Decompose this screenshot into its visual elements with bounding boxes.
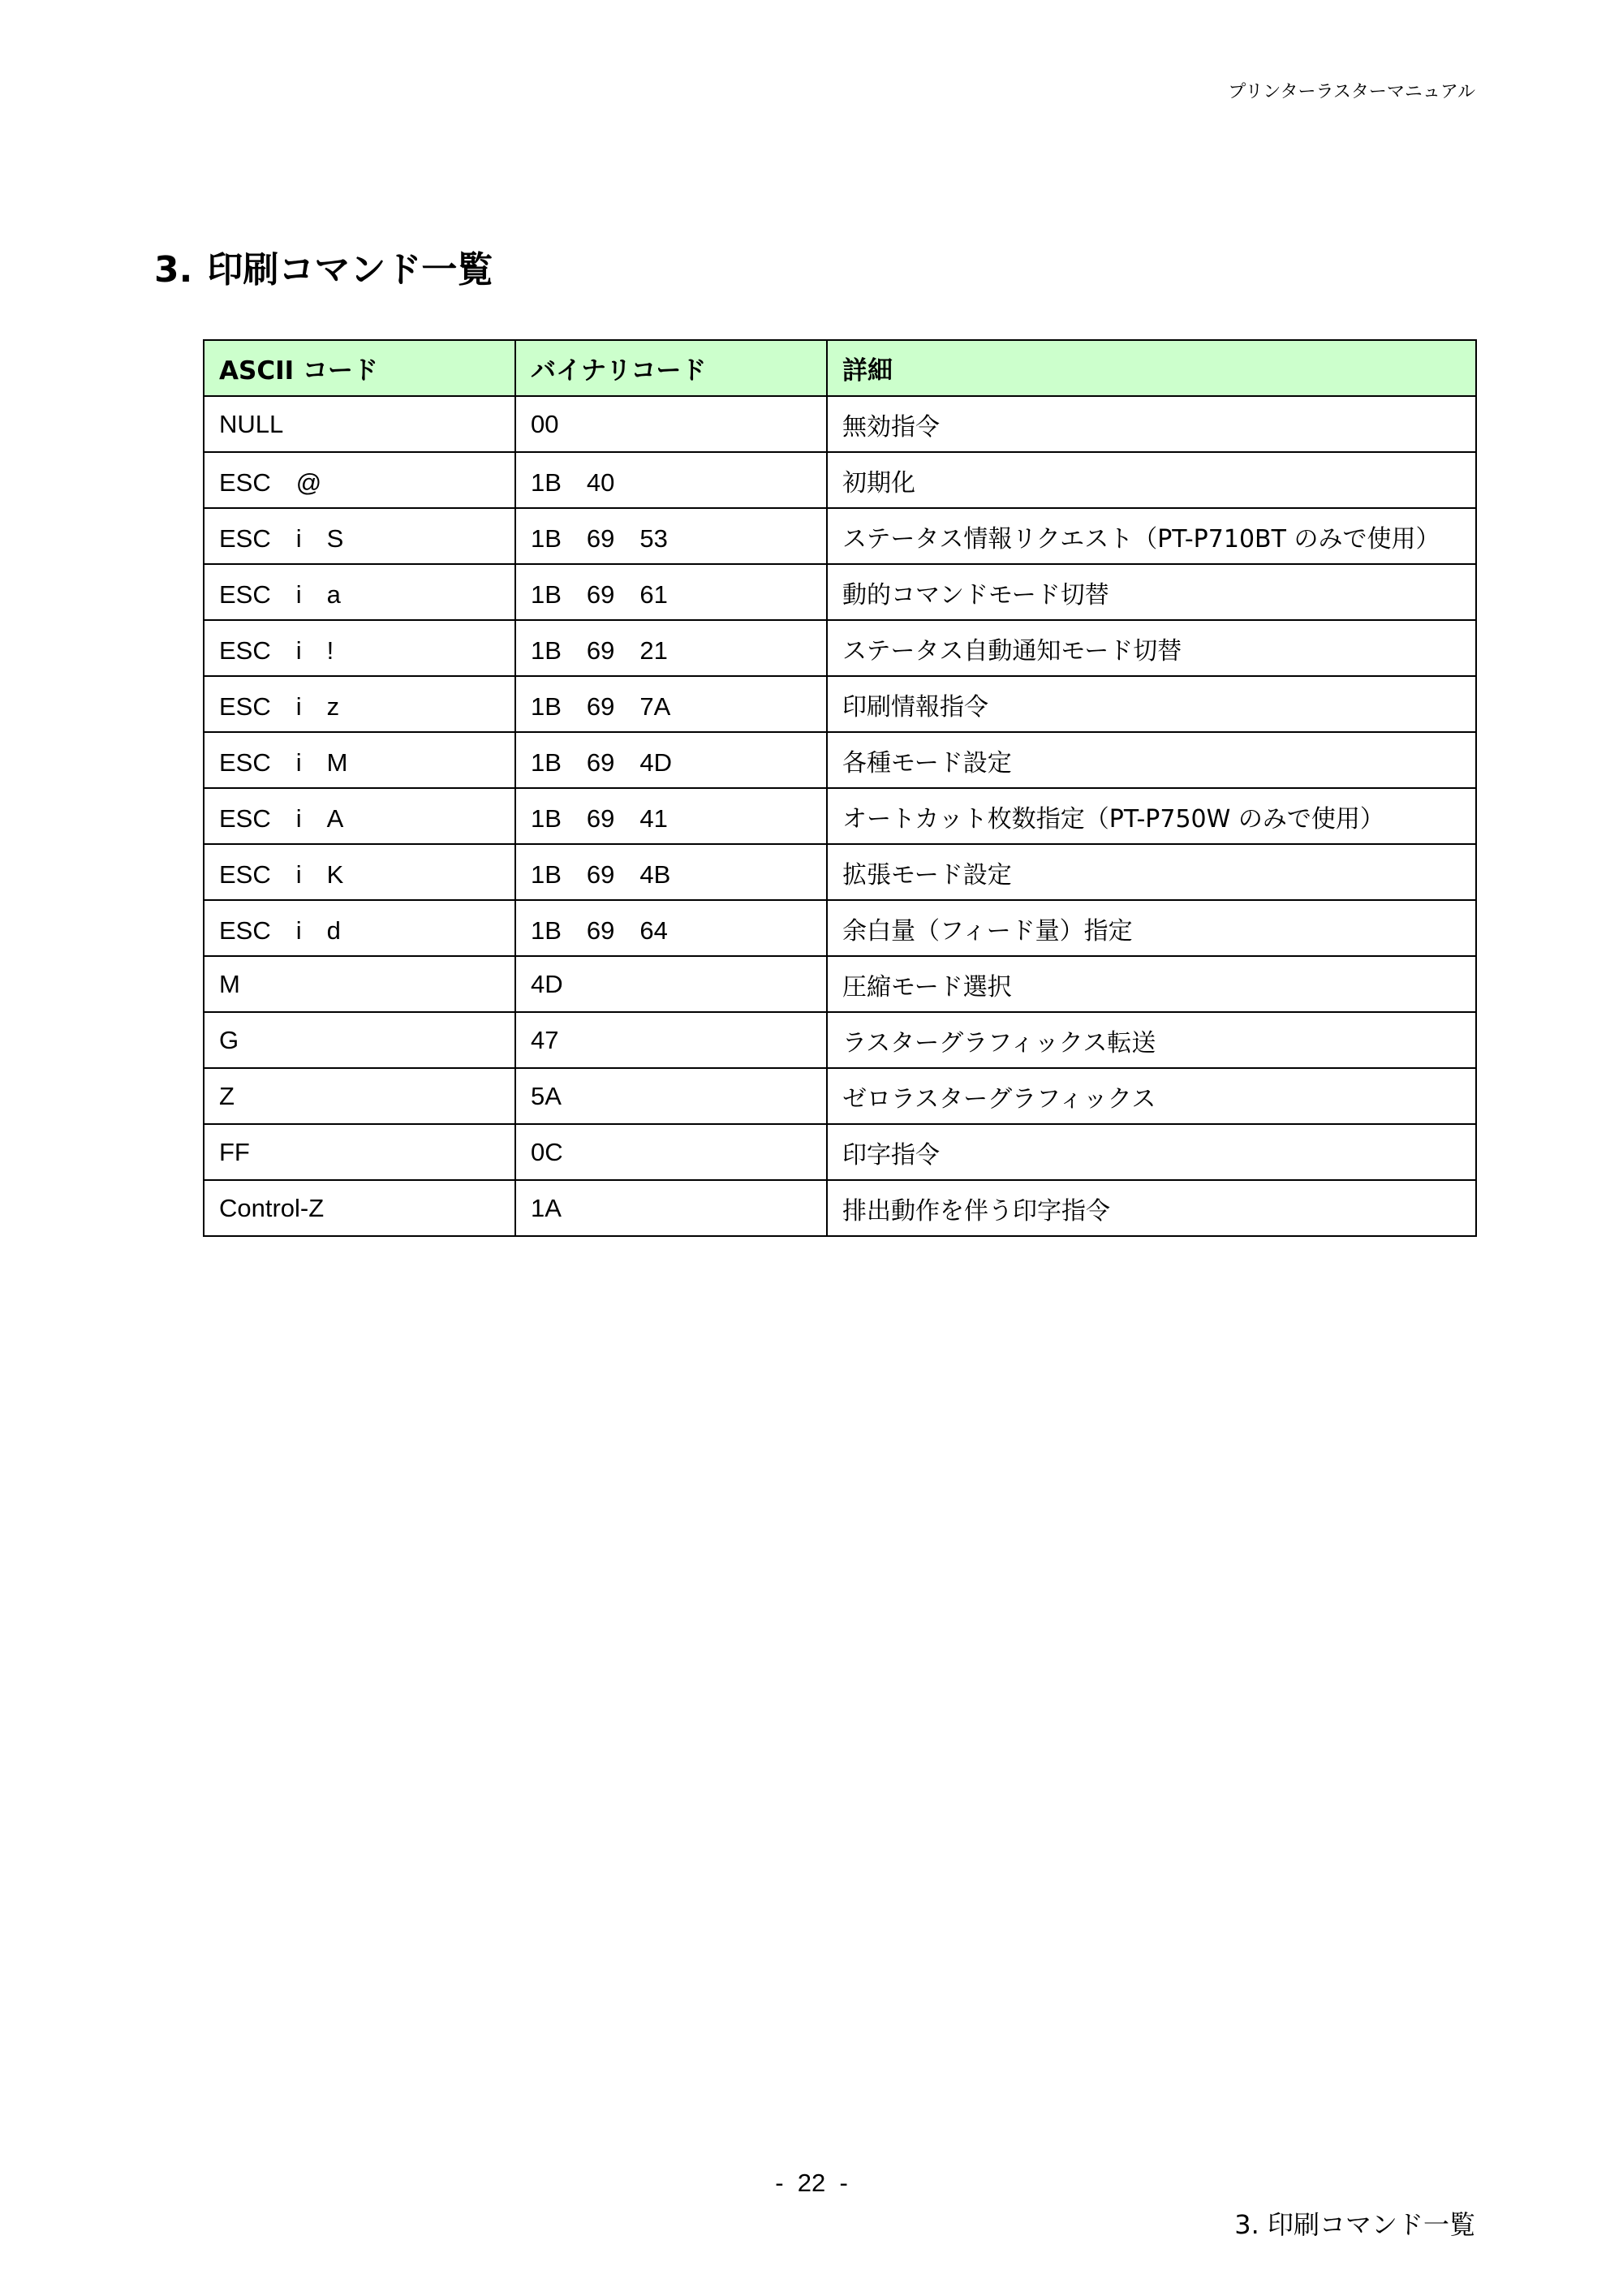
cell-ascii: ESC i d: [204, 900, 515, 956]
table-row: [204, 956, 1476, 1012]
cell-detail: 動的コマンドモード切替: [827, 564, 1476, 620]
cell-binary: 1B 69 21: [515, 620, 827, 676]
cell-binary: 00: [515, 396, 827, 452]
table-row: [204, 1124, 1476, 1180]
cell-ascii: ESC i a: [204, 564, 515, 620]
document-header-title: プリンターラスターマニュアル: [1228, 82, 1475, 102]
cell-detail: 排出動作を伴う印字指令: [827, 1180, 1476, 1236]
cell-ascii: ESC i z: [204, 676, 515, 732]
table-row: [204, 396, 1476, 452]
cell-binary: 1B 69 4D: [515, 732, 827, 788]
table-row: [204, 788, 1476, 844]
section-heading: [154, 240, 493, 292]
cell-detail: オートカット枚数指定（PT-P750W のみで使用）: [827, 788, 1476, 844]
table-row: [204, 900, 1476, 956]
footer-section-label: 3. 印刷コマンド一覧: [1234, 2209, 1475, 2240]
cell-detail: 圧縮モード選択: [827, 956, 1476, 1012]
cell-ascii: ESC i S: [204, 508, 515, 564]
cell-binary: 1B 69 61: [515, 564, 827, 620]
cell-ascii: M: [204, 956, 515, 1012]
table-row: [204, 452, 1476, 508]
cell-detail: 各種モード設定: [827, 732, 1476, 788]
cell-detail: ゼロラスターグラフィックス: [827, 1068, 1476, 1124]
table-header-row: [204, 340, 1476, 396]
table-row: [204, 732, 1476, 788]
table-row: [204, 676, 1476, 732]
cell-detail: 印刷情報指令: [827, 676, 1476, 732]
cell-binary: 1B 69 64: [515, 900, 827, 956]
table-row: [204, 620, 1476, 676]
cell-ascii: ESC i M: [204, 732, 515, 788]
table-row: [204, 508, 1476, 564]
table-row: [204, 1180, 1476, 1236]
cell-ascii: ESC i !: [204, 620, 515, 676]
column-header-ascii: ASCII コード: [204, 340, 515, 396]
cell-binary: 1B 40: [515, 452, 827, 508]
cell-ascii: ESC i K: [204, 844, 515, 900]
cell-detail: 初期化: [827, 452, 1476, 508]
command-table: [203, 339, 1477, 1237]
cell-binary: 5A: [515, 1068, 827, 1124]
cell-ascii: FF: [204, 1124, 515, 1180]
cell-binary: 1A: [515, 1180, 827, 1236]
cell-detail: 拡張モード設定: [827, 844, 1476, 900]
cell-detail: 無効指令: [827, 396, 1476, 452]
table-row: [204, 1068, 1476, 1124]
cell-binary: 4D: [515, 956, 827, 1012]
column-header-binary: バイナリコード: [515, 340, 827, 396]
table-row: [204, 564, 1476, 620]
cell-detail: 印字指令: [827, 1124, 1476, 1180]
column-header-detail: 詳細: [827, 340, 1476, 396]
section-title: 印刷コマンド一覧: [207, 249, 493, 291]
cell-binary: 1B 69 53: [515, 508, 827, 564]
cell-ascii: NULL: [204, 396, 515, 452]
table-body: [204, 396, 1476, 1236]
table-row: [204, 1012, 1476, 1068]
cell-detail: ステータス自動通知モード切替: [827, 620, 1476, 676]
cell-detail: ラスターグラフィックス転送: [827, 1012, 1476, 1068]
cell-detail: ステータス情報リクエスト（PT-P710BT のみで使用）: [827, 508, 1476, 564]
cell-ascii: ESC i A: [204, 788, 515, 844]
cell-detail: 余白量（フィード量）指定: [827, 900, 1476, 956]
cell-binary: 1B 69 41: [515, 788, 827, 844]
page-number: - 22 -: [775, 2169, 848, 2197]
cell-ascii: Control-Z: [204, 1180, 515, 1236]
cell-binary: 0C: [515, 1124, 827, 1180]
table-row: [204, 844, 1476, 900]
cell-ascii: Z: [204, 1068, 515, 1124]
cell-ascii: ESC @: [204, 452, 515, 508]
cell-binary: 1B 69 7A: [515, 676, 827, 732]
cell-binary: 47: [515, 1012, 827, 1068]
cell-binary: 1B 69 4B: [515, 844, 827, 900]
section-number: 3.: [154, 249, 193, 291]
cell-ascii: G: [204, 1012, 515, 1068]
